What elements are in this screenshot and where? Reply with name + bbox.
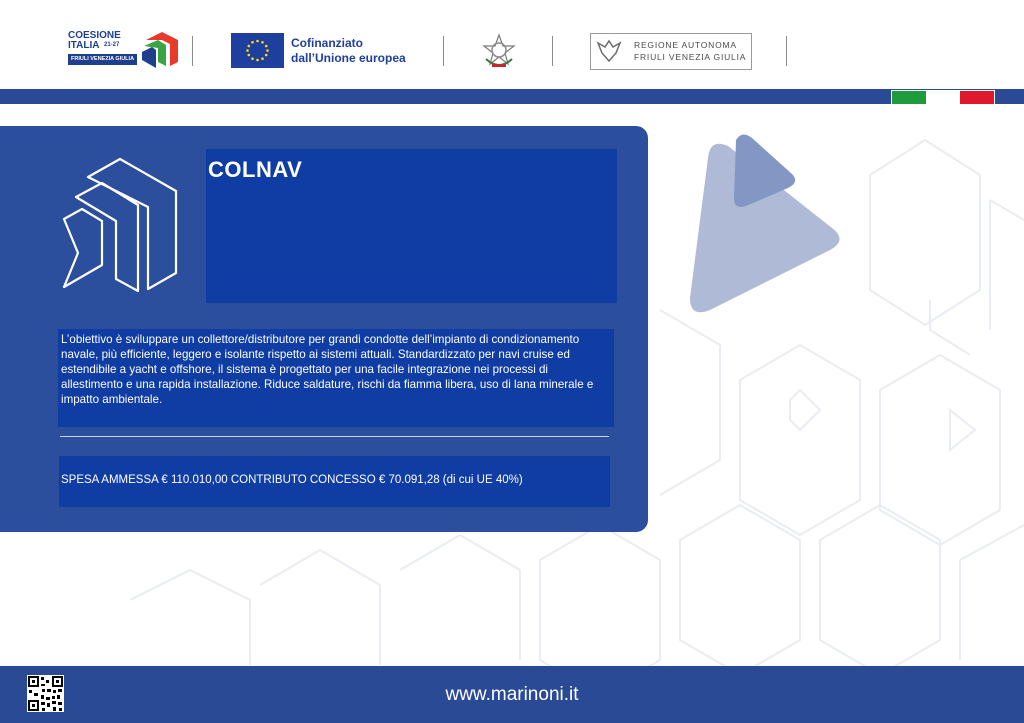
divider bbox=[60, 436, 609, 437]
regione-line1: REGIONE AUTONOMA bbox=[634, 40, 737, 50]
flag-green bbox=[892, 91, 926, 104]
funding-text: SPESA AMMESSA € 110.010,00 CONTRIBUTO CONCESSO € 70.091,28 (di cui UE 40%) bbox=[61, 474, 523, 486]
italian-republic-emblem bbox=[482, 33, 516, 69]
eu-line2: dall’Unione europea bbox=[291, 51, 406, 65]
regione-fvg-logo bbox=[590, 33, 752, 70]
coesione-arrow-icon bbox=[140, 32, 180, 68]
decorative-triangle bbox=[680, 128, 850, 318]
chevron-logo-icon bbox=[58, 155, 182, 297]
coesione-label: COESIONE bbox=[68, 30, 121, 41]
flag-white bbox=[926, 91, 960, 104]
flag-red bbox=[960, 91, 994, 104]
eagle-icon bbox=[595, 37, 623, 65]
header-blue-bar bbox=[0, 89, 1024, 104]
eu-flag-icon bbox=[231, 33, 284, 68]
website-link[interactable]: www.marinoni.it bbox=[445, 684, 579, 705]
years-label: 21-27 bbox=[104, 42, 120, 48]
project-description: L’obiettivo è sviluppare un collettore/distributore per grandi condotte dell’impianto di condizionamento navale, più efficiente, leggero e isolante rispetto ai sistemi attuali. Standardizzato per navi cruise ed estendibile a yacht e offshore, il sistema è progettato per una facile integrazione nei processi di allestimento e una rapida installazione. Riduce saldature, rischi da fiamma libera, uso di lana minerale e impatto ambientale. bbox=[61, 333, 594, 406]
italia-label: ITALIA bbox=[68, 40, 100, 51]
regione-line2: FRIULI VENEZIA GIULIA bbox=[634, 52, 747, 62]
fvg-subtitle: FRIULI VENEZIA GIULIA bbox=[68, 54, 137, 65]
italian-flag bbox=[891, 90, 995, 105]
project-title: COLNAV bbox=[208, 157, 303, 182]
eu-line1: Cofinanziato bbox=[291, 36, 363, 50]
coesione-italia-logo bbox=[68, 30, 180, 70]
eu-cofinanced-logo bbox=[231, 33, 421, 69]
